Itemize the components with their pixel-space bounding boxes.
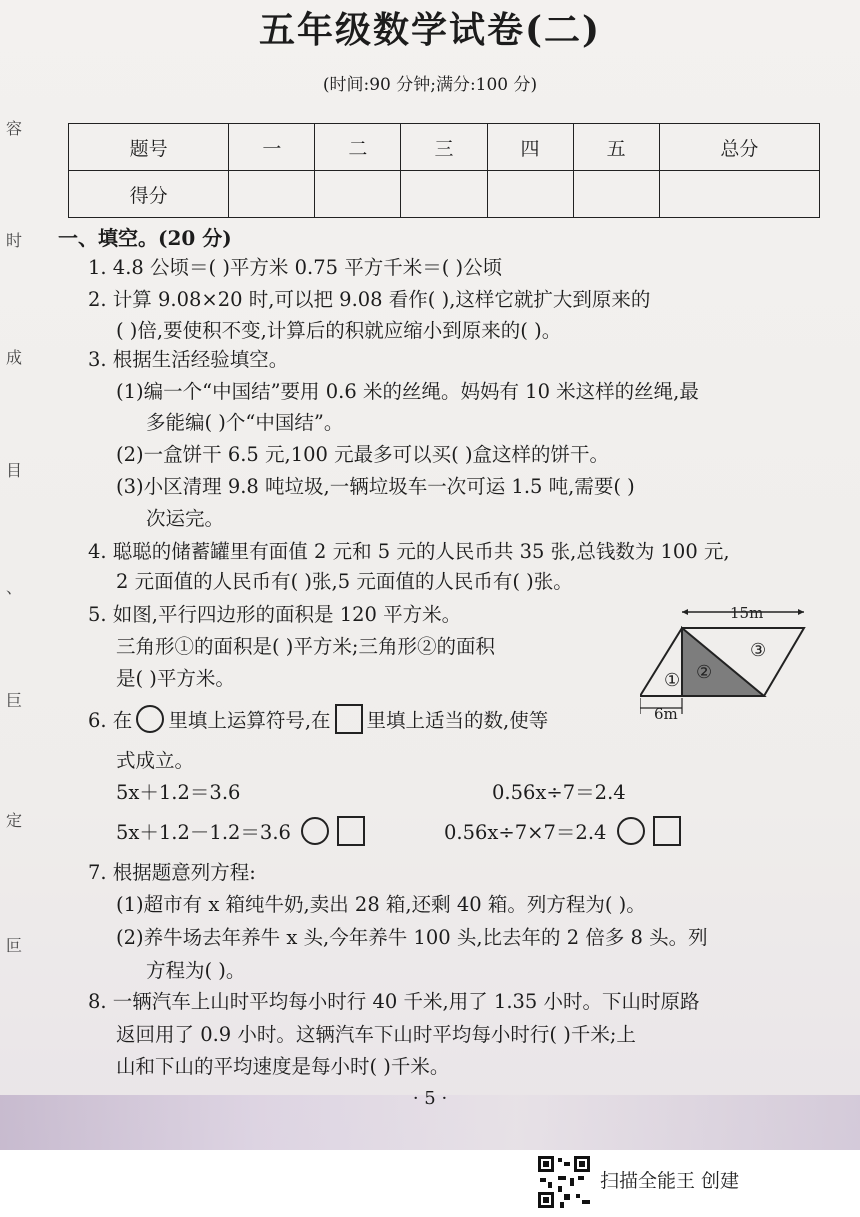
score-table-score-row [69, 171, 820, 218]
arrow-head [798, 609, 804, 615]
question-line: 山和下山的平均速度是每小时( )千米。 [116, 1055, 450, 1078]
bottom-dimension-label: 6m [654, 705, 678, 723]
score-table-header-row [69, 124, 820, 171]
question-line: 返回用了 0.9 小时。这辆汽车下山时平均每小时行( )千米;上 [116, 1023, 636, 1046]
question-line: (1)超市有 x 箱纯牛奶,卖出 28 箱,还剩 40 箱。列方程为( )。 [116, 893, 646, 916]
question-line: 式成立。 [116, 749, 195, 772]
score-cell: 总分 [659, 124, 819, 171]
question-line: 次运完。 [146, 507, 225, 530]
operator-blank-circle[interactable] [301, 817, 329, 845]
question-line: 7. 根据题意列方程: [88, 861, 256, 884]
question-line: 4. 聪聪的储蓄罐里有面值 2 元和 5 元的人民币共 35 张,总钱数为 100 元, [88, 540, 730, 563]
score-cell: 题号 [69, 124, 229, 171]
question-line: 1. 4.8 公顷＝( )平方米 0.75 平方千米＝( )公顷 [88, 256, 503, 279]
margin-mark: 巨 [6, 691, 23, 710]
score-input-cell[interactable] [401, 171, 487, 218]
equation: 0.56x÷7＝2.4 [492, 781, 626, 804]
equation-row [444, 816, 685, 848]
arrow-head [682, 609, 688, 615]
operator-blank-circle[interactable] [617, 817, 645, 845]
number-blank-square[interactable] [653, 816, 681, 846]
number-blank-square[interactable] [337, 816, 365, 846]
question-line: 多能编( )个“中国结”。 [146, 411, 344, 434]
score-cell: 二 [315, 124, 401, 171]
top-dimension-label: 15m [730, 604, 764, 622]
question-line: ( )倍,要使积不变,计算后的积就应缩小到原来的( )。 [116, 319, 562, 342]
question-line: 方程为( )。 [146, 959, 246, 982]
score-cell: 一 [229, 124, 315, 171]
score-input-cell[interactable] [573, 171, 659, 218]
score-cell: 得分 [69, 171, 229, 218]
margin-mark: 定 [6, 811, 23, 830]
score-cell: 三 [401, 124, 487, 171]
square-symbol [335, 704, 363, 734]
equation: 5x＋1.2＝3.6 [116, 781, 241, 804]
margin-mark: 时 [6, 231, 23, 250]
question-line: 3. 根据生活经验填空。 [88, 348, 289, 371]
triangle-one-label: ① [664, 670, 681, 691]
margin-mark: 目 [6, 461, 23, 480]
margin-mark: 叵 [6, 936, 23, 955]
score-input-cell[interactable] [315, 171, 401, 218]
question-line: 是( )平方米。 [116, 667, 235, 690]
q6-text: 里填上适当的数,使等 [366, 709, 549, 732]
circle-symbol [136, 705, 164, 733]
margin-mark: 容 [6, 119, 23, 138]
equation: 0.56x÷7×7＝2.4 [444, 821, 607, 844]
triangle-two [682, 628, 767, 696]
scanner-watermark: 扫描全能王 创建 [600, 1170, 740, 1192]
question-line [88, 704, 548, 736]
score-cell: 五 [573, 124, 659, 171]
question-line: 5. 如图,平行四边形的面积是 120 平方米。 [88, 603, 462, 626]
margin-mark: 成 [6, 348, 23, 367]
triangle-two-label: ② [696, 662, 713, 683]
score-input-cell[interactable] [229, 171, 315, 218]
q6-text: 里填上运算符号,在 [168, 709, 331, 732]
question-line: 三角形①的面积是( )平方米;三角形②的面积 [116, 635, 495, 658]
parallelogram-diagram [640, 598, 820, 728]
question-line: (1)编一个“中国结”要用 0.6 米的丝绳。妈妈有 10 米这样的丝绳,最 [116, 380, 699, 403]
question-line: 2 元面值的人民币有( )张,5 元面值的人民币有( )张。 [116, 570, 573, 593]
question-line: (2)养牛场去年养牛 x 头,今年养牛 100 头,比去年的 2 倍多 8 头。列 [116, 926, 708, 949]
section-heading: 一、填空。(20 分) [58, 226, 232, 250]
question-line: (3)小区清理 9.8 吨垃圾,一辆垃圾车一次可运 1.5 吨,需要( ) [116, 475, 635, 498]
score-table [68, 123, 820, 218]
margin-mark: 、 [6, 578, 23, 597]
q6-text: 6. 在 [88, 709, 133, 732]
question-line: (2)一盒饼干 6.5 元,100 元最多可以买( )盒这样的饼干。 [116, 443, 610, 466]
question-line: 2. 计算 9.08×20 时,可以把 9.08 看作( ),这样它就扩大到原来的 [88, 288, 651, 311]
page-title: 五年级数学试卷(二) [258, 9, 602, 51]
score-cell: 四 [487, 124, 573, 171]
exam-info: (时间:90 分钟;满分:100 分) [322, 75, 538, 95]
question-line: 8. 一辆汽车上山时平均每小时行 40 千米,用了 1.35 小时。下山时原路 [88, 990, 700, 1013]
triangle-three-label: ③ [750, 640, 767, 661]
score-input-cell[interactable] [659, 171, 819, 218]
score-input-cell[interactable] [487, 171, 573, 218]
equation: 5x＋1.2－1.2＝3.6 [116, 821, 291, 844]
qr-code-icon [536, 1154, 592, 1210]
equation-row [116, 816, 369, 848]
page-number: · 5 · [412, 1088, 448, 1109]
